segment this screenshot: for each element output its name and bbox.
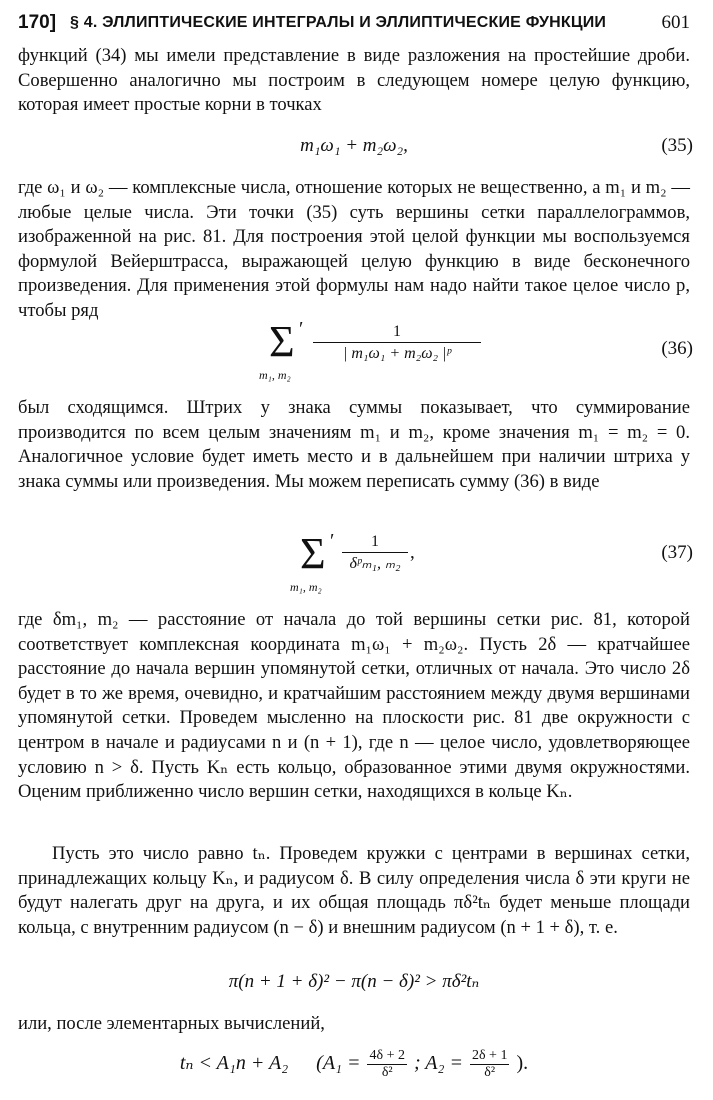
section-number: 170] bbox=[18, 12, 57, 33]
page-number: 601 bbox=[661, 12, 690, 33]
fraction-37-numerator: 1 bbox=[371, 533, 379, 550]
sum-sign: Σ bbox=[269, 317, 295, 366]
a2-label: ; A₂ = bbox=[413, 1052, 463, 1075]
equation-final bbox=[18, 1048, 690, 1081]
equation-35-label: (35) bbox=[661, 135, 693, 156]
a1-denominator: δ² bbox=[381, 1065, 393, 1080]
a1-label: (A₁ = bbox=[316, 1052, 361, 1075]
paragraph-2: где ω₁ и ω₂ — комплексные числа, отношение которых не вещественно, а m₁ и m₂ — любые целые числа. Эти точки (35) суть вершины сетки параллелограммов, изображенной на рис. 81. Для построения этой целой функции мы воспользуемся формулой Вейерштрасса, выражающей целую функцию в виде бесконечного произведения. Для применения этой формулы нам надо найти такое целое число p, чтобы ряд bbox=[18, 177, 690, 321]
a1-fraction bbox=[367, 1048, 407, 1081]
fraction-37 bbox=[342, 532, 408, 575]
equation-37-comma: , bbox=[410, 542, 415, 563]
fraction-36-numerator: 1 bbox=[393, 323, 401, 340]
fraction-36 bbox=[313, 322, 481, 365]
equation-inequality bbox=[18, 970, 690, 993]
final-close: ). bbox=[516, 1052, 529, 1075]
equation-36 bbox=[255, 316, 495, 388]
running-title: § 4. ЭЛЛИПТИЧЕСКИЕ ИНТЕГРАЛЫ И ЭЛЛИПТИЧЕСКИЕ ФУНКЦИИ bbox=[70, 14, 607, 31]
a2-numerator: 2δ + 1 bbox=[471, 1048, 508, 1063]
sum-index: m₁, m₂ bbox=[259, 368, 291, 382]
sum-prime: ′ bbox=[299, 318, 304, 340]
sum-prime: ′ bbox=[330, 530, 335, 552]
sum-sign: Σ bbox=[300, 529, 326, 578]
equation-37-label: (37) bbox=[661, 542, 693, 563]
paragraph-4: где δm₁, m₂ — расстояние от начала до той вершины сетки рис. 81, которой соответствует комплексная координата m₁ω₁ + m₂ω₂. Пусть 2δ — кратчайшее расстояние до начала вершин упомянутой сетки, отличных от начала. Это число 2δ будет в то же время, очевидно, и кратчайшим расстоянием между двумя вершинами упомянутой сетки. Проведем мысленно на плоскости рис. 81 две окружности с центром в начале и радиусами n и (n + 1), где n — целое число, удовлетворяющее условию n > δ. Пусть Kₙ есть кольцо, образованное этими двумя окружностями. Оценим приближенно число вершин сетки, находящихся в кольце Kₙ. bbox=[18, 609, 690, 803]
a2-fraction bbox=[470, 1048, 510, 1081]
equation-37 bbox=[286, 528, 446, 600]
equation-35 bbox=[18, 135, 690, 157]
final-lhs: tₙ < A₁n + A₂ bbox=[179, 1052, 289, 1075]
a1-numerator: 4δ + 2 bbox=[369, 1048, 405, 1063]
paragraph-3: был сходящимся. Штрих у знака суммы показывает, что суммирование производится по всем целым значениям m₁ и m₂, кроме значения m₁ = m₂ = 0. Аналогичное условие будет иметь место и в дальнейшем при наличии штриха у знака суммы или произведения. Мы можем переписать сумму (36) в виде bbox=[18, 397, 690, 492]
paragraph-6: или, после элементарных вычислений, bbox=[18, 1013, 325, 1034]
fraction-37-denominator: δᵖₘ₁, ₘ₂ bbox=[349, 555, 401, 572]
equation-36-label: (36) bbox=[661, 338, 693, 359]
paragraph-5: Пусть это число равно tₙ. Проведем кружки с центрами в вершинах сетки, принадлежащих кольцу Kₙ, и радиусом δ. В силу определения числа δ эти круги не будут налегать друг на друга, и их общая площадь πδ²tₙ будет меньше площади кольца, с внутренним радиусом (n − δ) и внешним радиусом (n + 1 + δ), т. е. bbox=[18, 843, 690, 938]
fraction-36-denominator: | m₁ω₁ + m₂ω₂ |ᵖ bbox=[342, 345, 452, 362]
equation-35-body: m₁ω₁ + m₂ω₂, bbox=[300, 135, 408, 156]
page-header bbox=[18, 8, 690, 38]
paragraph-1: функций (34) мы имели представление в виде разложения на простейшие дроби. Совершенно аналогично мы построим в следующем номере целую функцию, которая имеет простые корни в точках bbox=[18, 45, 690, 116]
sum-index: m₁, m₂ bbox=[290, 580, 322, 594]
inequality-body: π(n + 1 + δ)² − π(n − δ)² > πδ²tₙ bbox=[228, 971, 480, 992]
a2-denominator: δ² bbox=[484, 1065, 496, 1080]
